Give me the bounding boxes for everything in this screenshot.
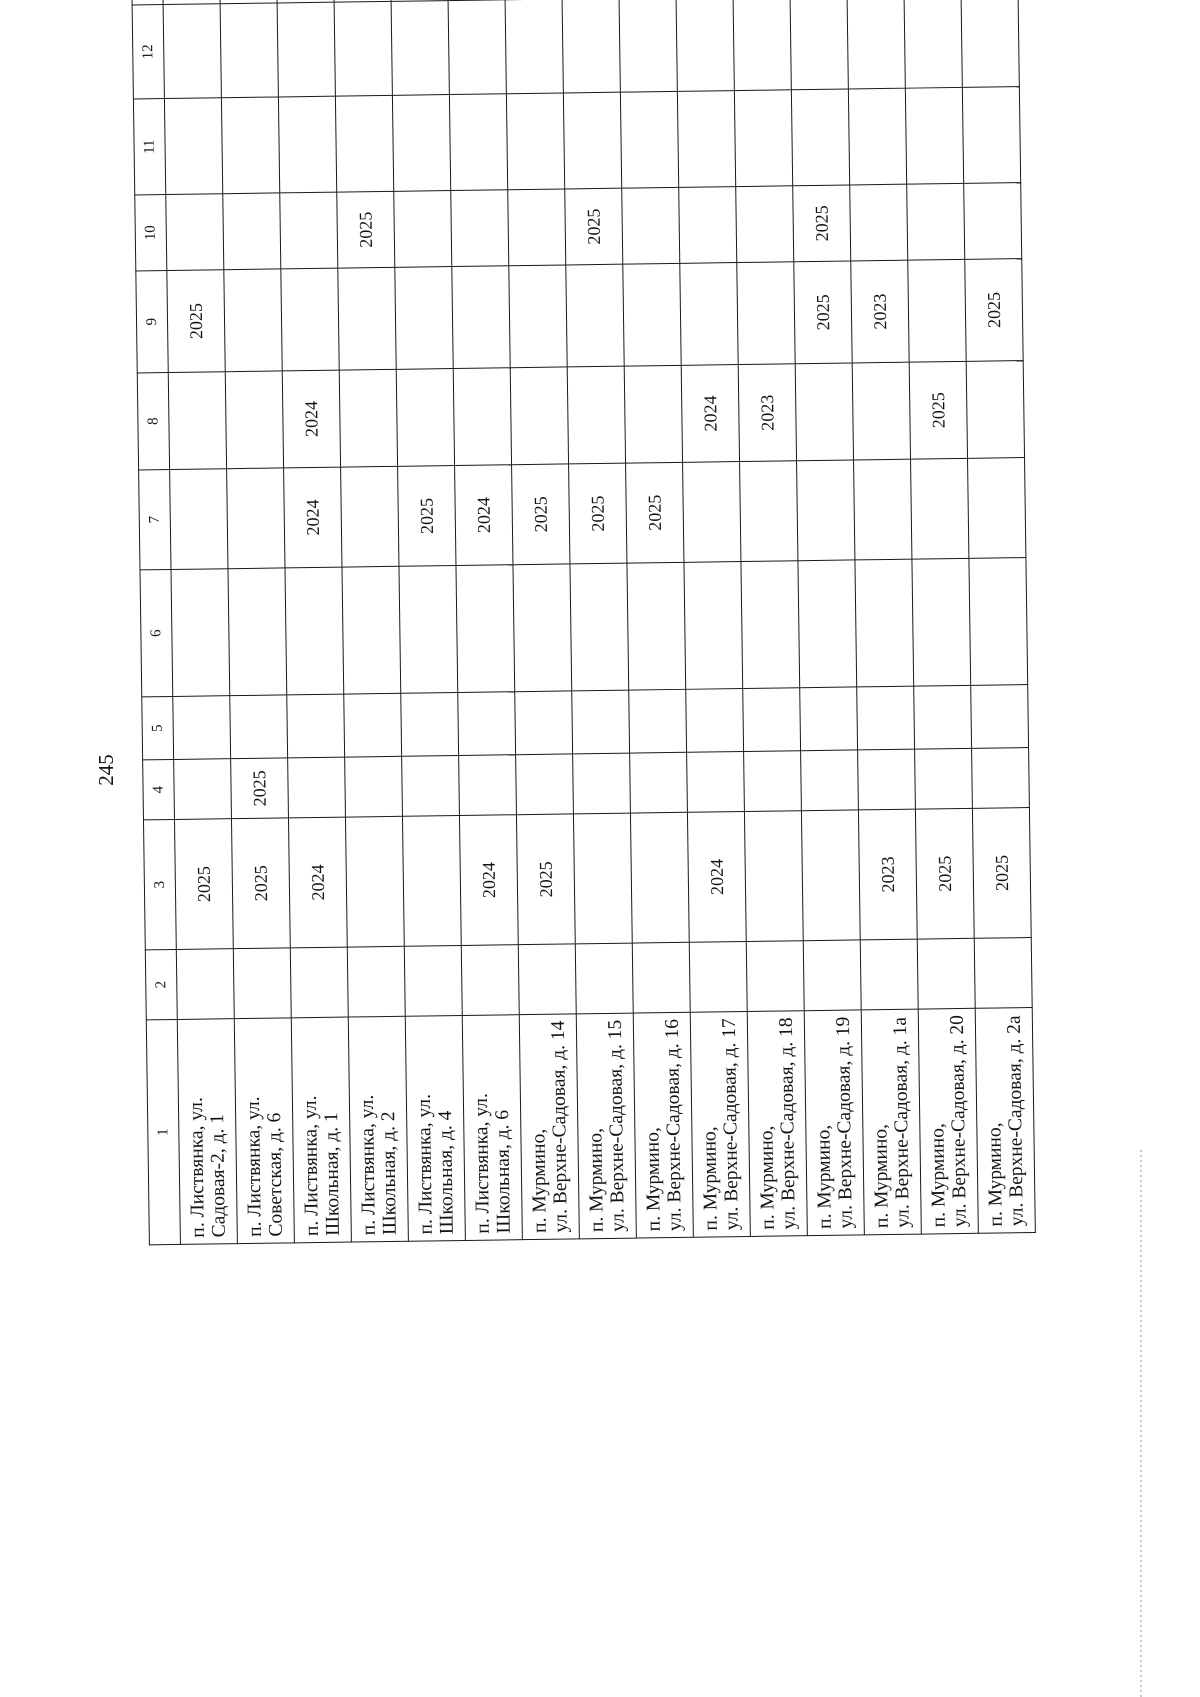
year-cell-col-2	[803, 939, 861, 1010]
year-cell-col-11	[620, 91, 678, 188]
year-cell-col-10	[621, 187, 679, 264]
year-cell-col-6	[854, 559, 913, 687]
year-cell-col-5	[742, 687, 800, 751]
year-cell-col-9	[736, 261, 794, 364]
year-cell-col-3	[744, 810, 803, 941]
year-cell-col-11	[449, 93, 507, 190]
year-cell-col-8: 2023	[738, 363, 796, 461]
year-cell-col-2	[290, 947, 348, 1018]
year-cell-col-11	[221, 96, 279, 193]
year-cell-col-3: 2025	[915, 808, 974, 939]
year-cell-col-8	[225, 370, 283, 468]
year-cell-col-6	[227, 567, 286, 695]
year-cell-col-7: 2025	[511, 463, 569, 564]
year-cell-col-5	[970, 684, 1028, 748]
year-cell-col-3: 2024	[687, 811, 746, 942]
year-cell-col-11	[791, 88, 849, 185]
address-cell: п. Мурмино, ул. Верхне-Садовая, д. 18	[747, 1010, 807, 1236]
year-cell-col-4	[572, 753, 630, 814]
year-cell-col-9	[280, 268, 338, 371]
year-cell-col-2	[632, 942, 690, 1013]
column-header: 8	[137, 372, 169, 469]
year-cell-col-7: 2025	[625, 462, 683, 563]
year-cell-col-7	[853, 459, 911, 560]
year-cell-col-12	[790, 0, 848, 89]
year-cell-col-11	[677, 90, 735, 187]
year-cell-col-8	[795, 362, 853, 460]
year-cell-col-10	[450, 189, 508, 266]
year-cell-col-4	[857, 749, 915, 810]
year-cell-col-4	[686, 751, 744, 812]
address-cell: п. Мурмино, ул. Верхне-Садовая, д. 19	[804, 1009, 864, 1235]
year-cell-col-4	[743, 750, 801, 811]
year-cell-col-5	[229, 694, 287, 758]
year-cell-col-4: 2025	[230, 757, 288, 818]
year-cell-col-6	[512, 563, 571, 691]
year-cell-col-11	[905, 87, 963, 184]
year-cell-col-12	[334, 1, 392, 96]
address-cell: п. Мурмино, ул. Верхне-Садовая, д. 16	[633, 1012, 693, 1238]
year-cell-col-9	[622, 263, 680, 366]
year-cell-col-7	[226, 467, 284, 568]
year-cell-col-2	[575, 943, 633, 1014]
year-cell-col-6	[797, 559, 856, 687]
year-cell-col-5	[286, 694, 344, 758]
year-cell-col-12	[619, 0, 677, 92]
year-cell-col-12	[505, 0, 563, 93]
year-cell-col-7	[169, 468, 227, 569]
column-header	[130, 0, 162, 4]
year-cell-col-5	[799, 686, 857, 750]
year-cell-col-9: 2025	[166, 269, 224, 372]
year-cell-col-9	[679, 262, 737, 365]
year-cell-col-4	[458, 754, 516, 815]
year-cell-col-12	[904, 0, 962, 88]
year-cell-col-13	[275, 0, 333, 2]
year-cell-col-3: 2024	[288, 817, 347, 948]
year-cell-col-11	[506, 92, 564, 189]
year-cell-col-6	[740, 560, 799, 688]
year-cell-col-13	[161, 0, 219, 4]
year-cell-col-8	[168, 371, 226, 469]
year-cell-col-10	[165, 193, 223, 270]
year-cell-col-11	[563, 92, 621, 189]
year-cell-col-8	[852, 362, 910, 460]
year-cell-col-6	[626, 562, 685, 690]
year-cell-col-12	[163, 3, 221, 98]
year-cell-col-2	[746, 940, 804, 1011]
year-cell-col-6	[341, 566, 400, 694]
year-cell-col-10	[849, 184, 907, 261]
year-cell-col-8	[567, 366, 625, 464]
scan-edge-artifact	[1140, 1150, 1142, 1697]
year-cell-col-3: 2025	[174, 818, 233, 949]
year-cell-col-12	[277, 2, 335, 97]
year-cell-col-6	[398, 565, 457, 693]
year-cell-col-10	[393, 190, 451, 267]
year-cell-col-5	[514, 690, 572, 754]
year-cell-col-11	[335, 95, 393, 192]
year-cell-col-6	[911, 558, 970, 686]
column-header: 2	[145, 949, 177, 1019]
year-cell-col-8	[453, 367, 511, 465]
year-cell-col-4	[401, 755, 459, 816]
address-cell: п. Мурмино, ул. Верхне-Садовая, д. 14	[519, 1013, 579, 1239]
year-cell-col-12	[562, 0, 620, 92]
year-cell-col-8	[966, 360, 1024, 458]
year-cell-col-10: 2025	[792, 184, 850, 261]
year-cell-col-2	[176, 948, 234, 1019]
data-table	[130, 0, 1036, 1245]
year-cell-col-5	[172, 695, 230, 759]
year-cell-col-7: 2025	[397, 465, 455, 566]
year-cell-col-7: 2025	[568, 463, 626, 564]
year-cell-col-7	[796, 459, 854, 560]
address-cell: п. Листвянка, ул. Школьная, д. 1	[291, 1017, 351, 1243]
year-cell-col-3: 2025	[972, 807, 1031, 938]
column-header: 7	[138, 469, 170, 569]
address-cell: п. Мурмино, ул. Верхне-Садовая, д. 20	[918, 1008, 978, 1234]
column-header: 11	[133, 98, 165, 194]
year-cell-col-3: 2024	[459, 814, 518, 945]
year-cell-col-7	[967, 457, 1025, 558]
column-header: 1	[146, 1019, 180, 1244]
year-cell-col-4	[914, 748, 972, 809]
year-cell-col-9: 2025	[964, 258, 1022, 361]
year-cell-col-9	[565, 264, 623, 367]
year-cell-col-10	[963, 182, 1021, 259]
year-cell-col-11	[962, 86, 1020, 183]
year-cell-col-2	[233, 947, 291, 1018]
address-cell: п. Листвянка, ул. Школьная, д. 2	[348, 1016, 408, 1242]
year-cell-col-6	[455, 564, 514, 692]
year-cell-col-3	[630, 812, 689, 943]
year-cell-col-4	[515, 753, 573, 814]
year-cell-col-3	[801, 809, 860, 940]
year-cell-col-7	[682, 461, 740, 562]
year-cell-col-5	[571, 690, 629, 754]
year-cell-col-8: 2025	[909, 361, 967, 459]
year-cell-col-10	[507, 188, 565, 265]
year-cell-col-5	[400, 692, 458, 756]
year-cell-col-5	[628, 689, 686, 753]
year-cell-col-6	[683, 561, 742, 689]
year-cell-col-4	[287, 757, 345, 818]
address-cell: п. Листвянка, ул. Школьная, д. 4	[405, 1015, 465, 1241]
year-cell-col-7: 2024	[454, 464, 512, 565]
year-cell-col-9	[451, 265, 509, 368]
year-cell-col-2	[974, 937, 1032, 1008]
column-header: 12	[132, 4, 164, 98]
year-cell-col-2	[461, 944, 519, 1015]
year-cell-col-13	[332, 0, 390, 2]
year-cell-col-11	[848, 88, 906, 185]
address-cell: п. Мурмино, ул. Верхне-Садовая, д. 2а	[975, 1007, 1035, 1233]
column-header: 4	[142, 759, 174, 819]
year-cell-col-2	[860, 939, 918, 1010]
year-cell-col-9	[394, 266, 452, 369]
year-cell-col-8	[510, 366, 568, 464]
year-cell-col-12	[391, 0, 449, 95]
year-cell-col-11	[278, 96, 336, 193]
year-cell-col-11	[734, 89, 792, 186]
year-cell-col-2	[347, 946, 405, 1017]
year-cell-col-9: 2025	[793, 260, 851, 363]
year-cell-col-7: 2024	[283, 467, 341, 568]
year-cell-col-10	[735, 185, 793, 262]
year-cell-col-5	[685, 688, 743, 752]
year-cell-col-12	[847, 0, 905, 88]
year-cell-col-7	[340, 466, 398, 567]
year-cell-col-2	[404, 945, 462, 1016]
year-cell-col-10: 2025	[336, 191, 394, 268]
year-cell-col-2	[689, 941, 747, 1012]
column-header: 3	[143, 819, 176, 949]
year-cell-col-11	[392, 94, 450, 191]
year-cell-col-6	[569, 563, 628, 691]
year-cell-col-9	[223, 268, 281, 371]
year-cell-col-8	[339, 369, 397, 467]
year-cell-col-3	[573, 813, 632, 944]
year-cell-col-13	[218, 0, 276, 3]
year-cell-col-7	[739, 460, 797, 561]
column-header: 6	[139, 569, 172, 696]
year-cell-col-8	[624, 365, 682, 463]
year-cell-col-10	[678, 186, 736, 263]
address-cell: п. Мурмино, ул. Верхне-Садовая, д. 15	[576, 1013, 636, 1239]
table-body	[161, 0, 1035, 1244]
year-cell-col-9	[508, 264, 566, 367]
column-header: 9	[135, 270, 167, 372]
address-cell: п. Листвянка, ул. Садовая-2, д. 1	[177, 1018, 237, 1244]
year-cell-col-9	[337, 267, 395, 370]
year-cell-col-5	[457, 691, 515, 755]
year-cell-col-8: 2024	[282, 370, 340, 468]
year-cell-col-12	[220, 2, 278, 97]
year-cell-col-8	[396, 368, 454, 466]
year-cell-col-10: 2025	[564, 188, 622, 265]
year-cell-col-10	[906, 183, 964, 260]
year-cell-col-10	[279, 192, 337, 269]
year-cell-col-8: 2024	[681, 364, 739, 462]
year-cell-col-4	[629, 752, 687, 813]
year-cell-col-7	[910, 458, 968, 559]
address-cell: п. Листвянка, ул. Советская, д. 6	[234, 1017, 294, 1243]
year-cell-col-6	[170, 568, 229, 696]
year-cell-col-6	[968, 557, 1027, 685]
year-cell-col-2	[518, 943, 576, 1014]
year-cell-col-9	[907, 259, 965, 362]
year-cell-col-4	[173, 758, 231, 819]
year-cell-col-3	[345, 816, 404, 947]
year-cell-col-2	[917, 938, 975, 1009]
year-cell-col-5	[343, 693, 401, 757]
year-cell-col-6	[284, 567, 343, 695]
address-cell: п. Мурмино, ул. Верхне-Садовая, д. 1а	[861, 1009, 921, 1235]
address-cell: п. Мурмино, ул. Верхне-Садовая, д. 17	[690, 1011, 750, 1237]
year-cell-col-4	[344, 756, 402, 817]
year-cell-col-4	[971, 747, 1029, 808]
table-wrapper	[130, 0, 1028, 1245]
year-cell-col-3: 2023	[858, 809, 917, 940]
year-cell-col-12	[448, 0, 506, 94]
year-cell-col-12	[676, 0, 734, 91]
page-number: 245	[94, 754, 118, 786]
year-cell-col-3	[402, 815, 461, 946]
year-cell-col-12	[733, 0, 791, 90]
year-cell-col-5	[856, 686, 914, 750]
year-cell-col-5	[913, 685, 971, 749]
year-cell-col-9: 2023	[850, 260, 908, 363]
column-header: 10	[134, 194, 166, 270]
year-cell-col-3: 2025	[516, 813, 575, 944]
year-cell-col-4	[800, 749, 858, 810]
year-cell-col-11	[164, 97, 222, 194]
address-cell: п. Листвянка, ул. Школьная, д. 6	[462, 1014, 522, 1240]
year-cell-col-3: 2025	[231, 817, 290, 948]
year-cell-col-12	[961, 0, 1019, 87]
year-cell-col-10	[222, 192, 280, 269]
column-header: 5	[141, 696, 173, 759]
